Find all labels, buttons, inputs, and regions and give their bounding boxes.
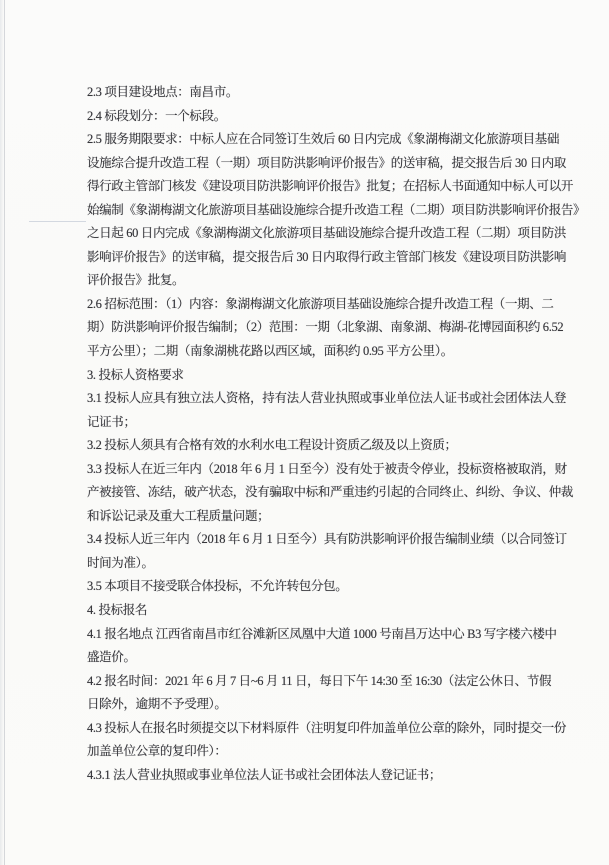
text-line: 2.6 招标范围：（1）内容：象湖梅湖文化旅游项目基础设施综合提升改造工程（一期、二 bbox=[87, 296, 554, 311]
text-line: 4.3 投标人在报名时须提交以下材料原件（注明复印件加盖单位公章的除外，同时提交一份 bbox=[87, 720, 567, 735]
text-line: 2.3 项目建设地点：南昌市。 bbox=[87, 85, 239, 99]
text-line: 设施综合提升改造工程（一期）项目防洪影响评价报告》的送审稿，提交报告后 30 日内取 bbox=[87, 155, 567, 170]
text-line: 之日起 60 日内完成《象湖梅湖文化旅游项目基础设施综合提升改造工程（二期）项目防洪 bbox=[87, 226, 567, 241]
text-line: 3. 投标人资格要求 bbox=[87, 367, 184, 382]
text-line: 3.1 投标人应具有独立法人资格，持有法人营业执照或事业单位法人证书或社会团体法人登 bbox=[87, 391, 567, 406]
text-line: 记证书； bbox=[87, 414, 136, 429]
page-edge-line bbox=[4, 0, 5, 865]
text-line: 和诉讼记录及重大工程质量问题； bbox=[87, 508, 270, 523]
text-line: 平方公里）；二期（南象湖桃花路以西区域，面积约 0.95 平方公里）。 bbox=[87, 344, 453, 359]
text-line: 4.1 报名地点 江西省南昌市红谷滩新区凤凰中大道 1000 号南昌万达中心 B3 写字楼六楼中 bbox=[87, 626, 557, 641]
text-line: 盛造价。 bbox=[87, 650, 136, 665]
scan-artifact-line bbox=[29, 221, 86, 222]
text-line: 3.4 投标人近三年内（2018 年 6 月 1 日至今）具有防洪影响评价报告编制业绩（以合同签订 bbox=[87, 532, 567, 547]
text-line: 4.2 报名时间：2021 年 6 月 7 日~6 月 11 日，每日下午 14:30 至 16:30（法定公休日、节假 bbox=[87, 673, 552, 688]
text-line: 评价报告》批复。 bbox=[87, 273, 185, 288]
text-line: 始编制《象湖梅湖文化旅游项目基础设施综合提升改造工程（二期）项目防洪影响评价报告》 bbox=[87, 202, 586, 217]
document-text-block bbox=[87, 81, 586, 787]
text-line: 得行政主管部门核发《建设项目防洪影响评价报告》批复；在招标人书面通知中标人可以开 bbox=[87, 179, 574, 194]
text-line: 产被接管、冻结，破产状态，没有骗取中标和严重违约引起的合同终止、纠纷、争议、仲裁 bbox=[87, 485, 574, 500]
text-line: 期）防洪影响评价报告编制；（2）范围：一期（北象湖、南象湖、梅湖-花博园面积约 6.52 bbox=[87, 320, 564, 335]
text-line: 4. 投标报名 bbox=[87, 603, 148, 618]
text-line: 加盖单位公章的复印件）： bbox=[87, 744, 227, 759]
text-line: 4.3.1 法人营业执照或事业单位法人证书或社会团体法人登记证书； bbox=[87, 767, 442, 782]
text-line: 2.4 标段划分：一个标段。 bbox=[87, 108, 226, 123]
text-line: 2.5 服务期限要求：中标人应在合同签订生效后 60 日内完成《象湖梅湖文化旅游项目基础 bbox=[87, 132, 560, 147]
text-line: 3.5 本项目不接受联合体投标，不允许转包分包。 bbox=[87, 579, 348, 594]
text-line: 影响评价报告》的送审稿，提交报告后 30 日内取得行政主管部门核发《建设项目防洪影响 bbox=[87, 249, 567, 264]
text-line: 日除外，逾期不予受理）。 bbox=[87, 697, 227, 712]
text-line: 时间为准）。 bbox=[87, 555, 154, 570]
text-line: 3.3 投标人在近三年内（2018 年 6 月 1 日至今）没有处于被责令停业，投标资格被取消，财 bbox=[87, 461, 567, 476]
text-line: 3.2 投标人须具有合格有效的水利水电工程设计资质乙级及以上资质； bbox=[87, 438, 457, 453]
